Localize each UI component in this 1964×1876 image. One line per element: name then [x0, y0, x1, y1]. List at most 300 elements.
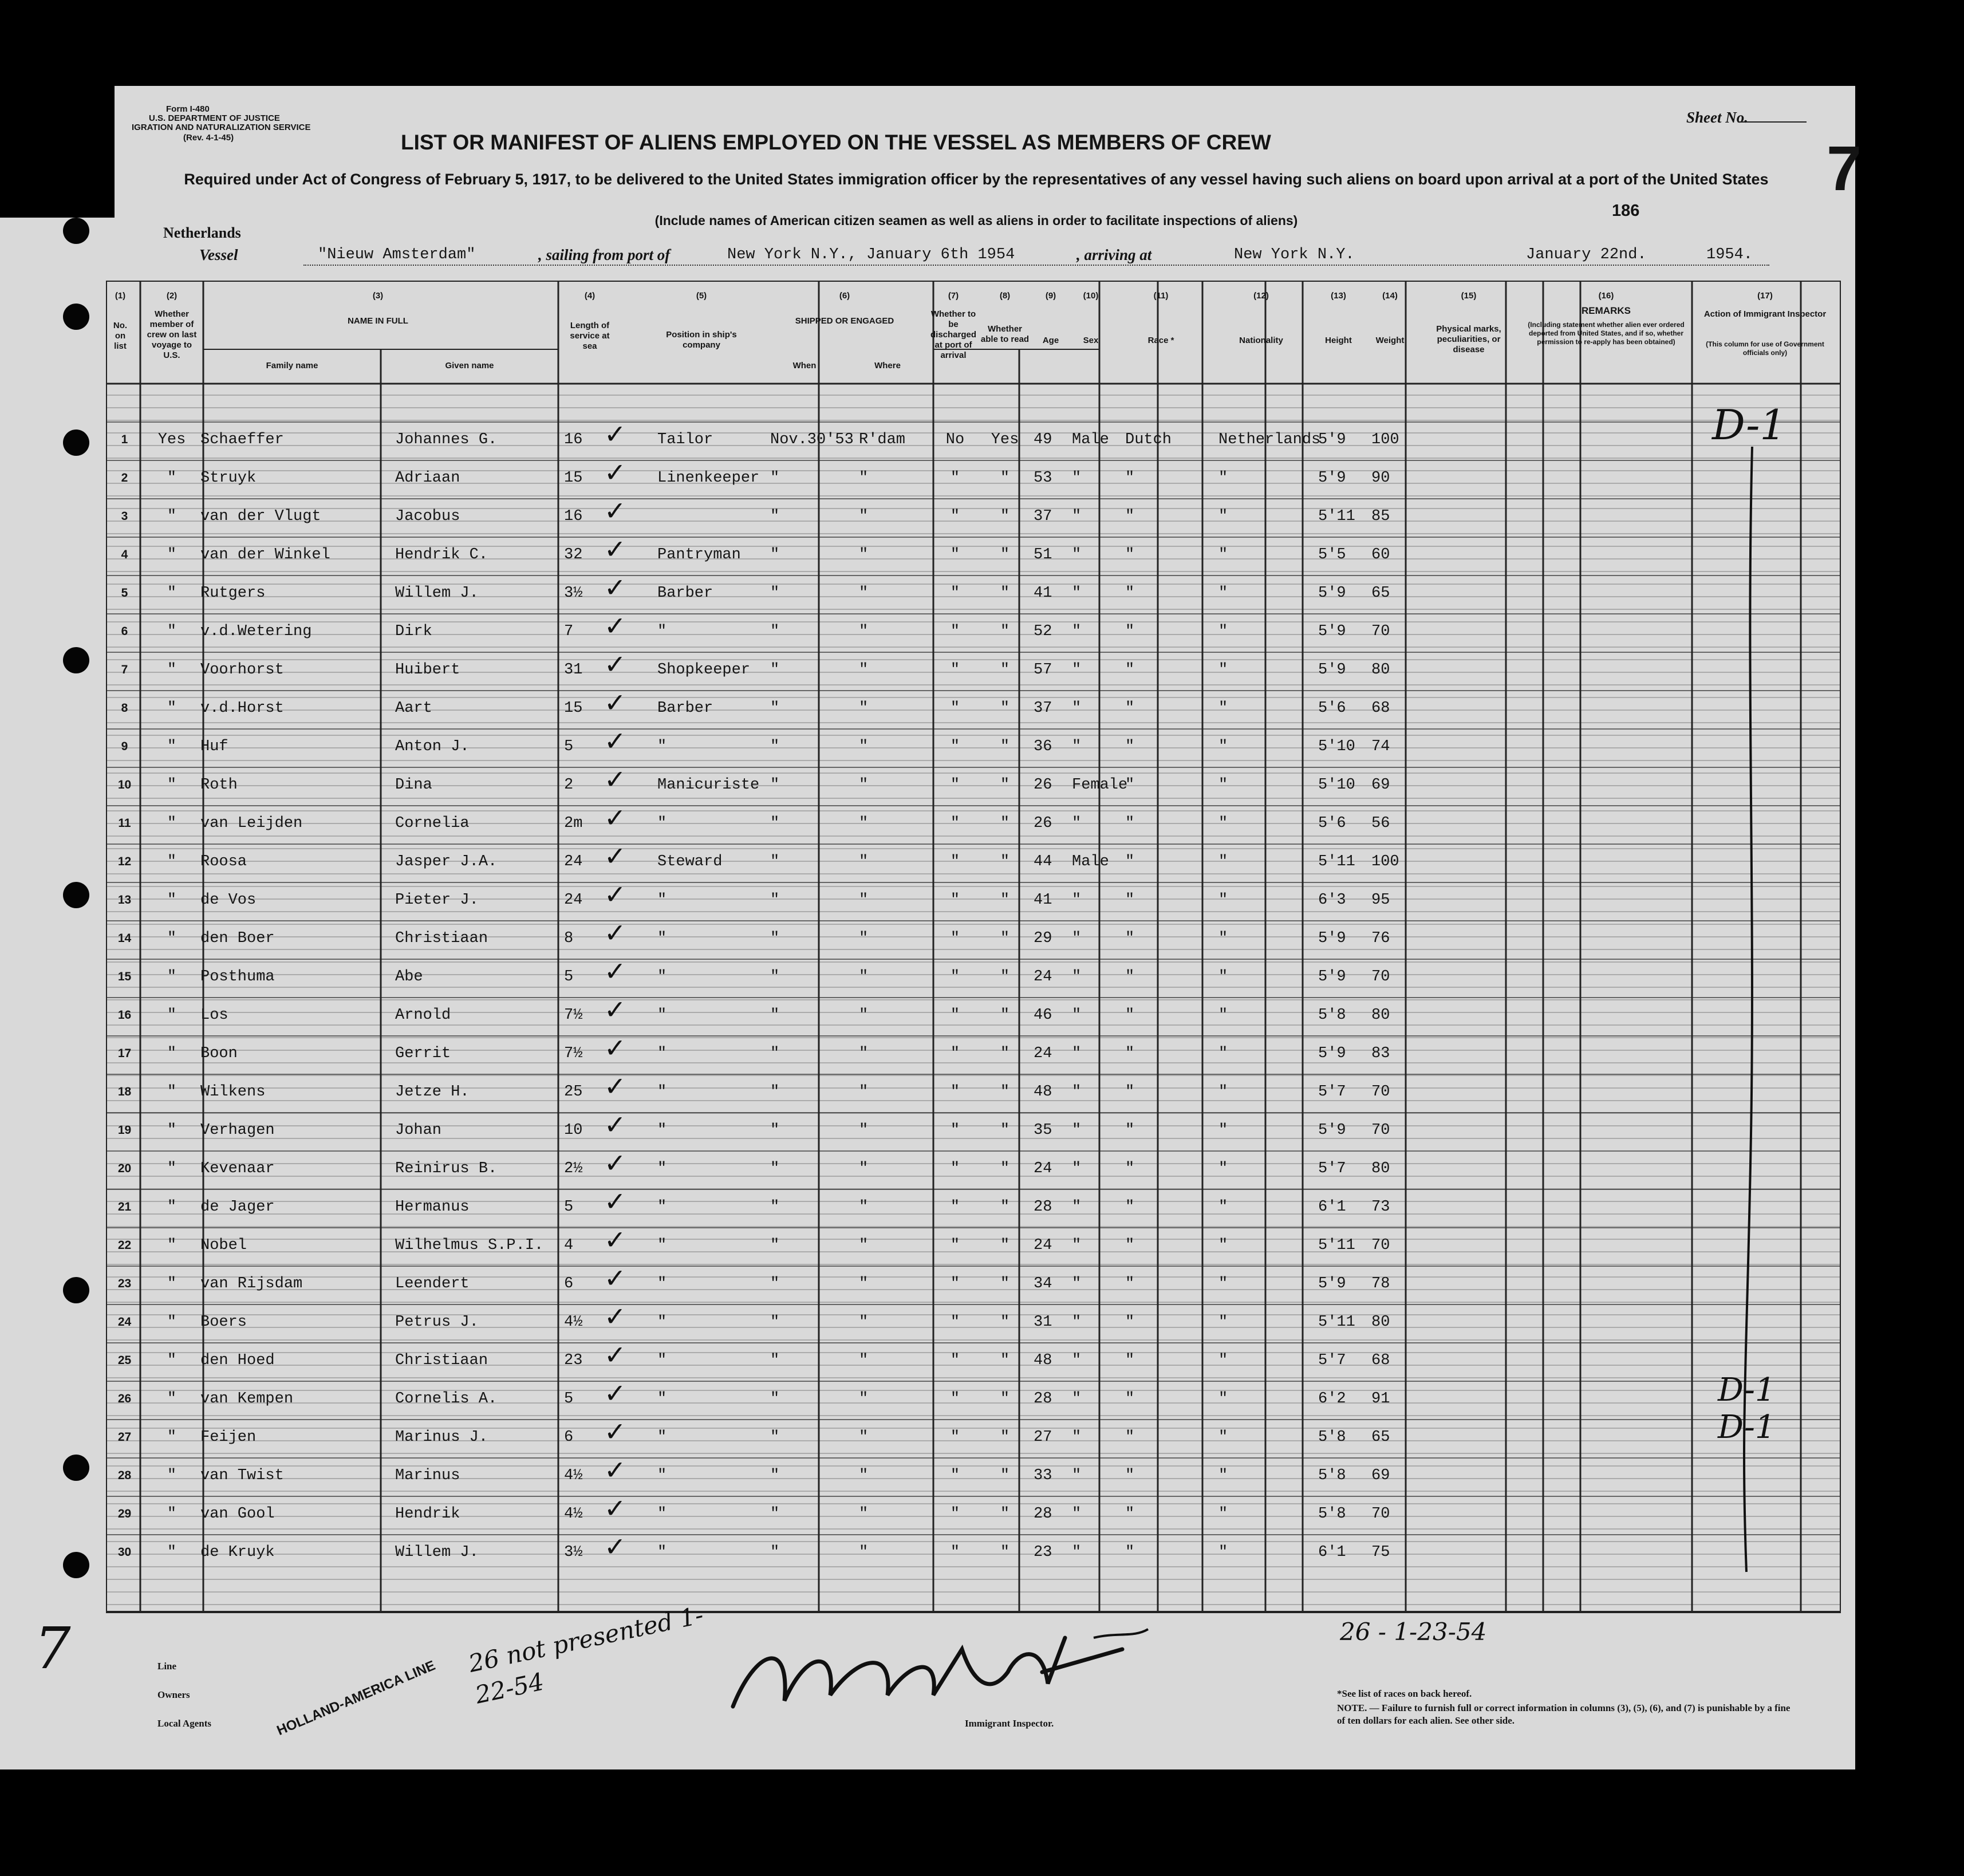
cell-position: Tailor	[657, 431, 713, 448]
cell-race: "	[1125, 1314, 1135, 1331]
col1-num: (1)	[115, 291, 126, 301]
col-race-header: Race *	[1147, 336, 1174, 345]
cell-weight: 100	[1371, 853, 1399, 870]
inspector-mark-third: D-1	[1718, 1409, 1776, 1446]
cell-crew: "	[167, 968, 177, 986]
cell-no: 4	[121, 548, 128, 561]
cell-sex: "	[1072, 930, 1082, 947]
cell-where: "	[859, 623, 869, 640]
cell-height: 5'10	[1318, 738, 1355, 755]
cell-no: 30	[117, 1546, 132, 1559]
cell-family: van Kempen	[200, 1390, 294, 1408]
cell-sex: "	[1072, 815, 1082, 832]
stamp-number: 186	[1612, 202, 1640, 220]
cell-race: "	[1125, 623, 1135, 640]
cell-height: 5'11	[1318, 1314, 1355, 1331]
cell-service: 7	[564, 623, 574, 640]
fine-note: NOTE. — Failure to furnish full or correct information in columns (3), (5), (6), and (7) is punishable by a fine of ten dollars for each alien. See other side.	[1337, 1702, 1791, 1726]
service-check-icon: ✓	[604, 495, 626, 526]
form-number: Form I-480	[166, 104, 210, 114]
cell-family: Posthuma	[200, 968, 275, 986]
cell-given: Cornelis A.	[395, 1390, 498, 1408]
cell-race: "	[1125, 1467, 1135, 1484]
cell-where: "	[859, 930, 869, 947]
cell-nationality: "	[1218, 508, 1228, 525]
cell-when: "	[770, 1045, 780, 1062]
cell-position: "	[657, 815, 667, 832]
cell-family: van Twist	[200, 1467, 284, 1484]
service-check-icon: ✓	[604, 419, 626, 450]
cell-nationality: "	[1218, 930, 1228, 947]
cell-given: Aart	[395, 700, 432, 717]
cell-where: "	[859, 1275, 869, 1292]
cell-position: Steward	[657, 853, 723, 870]
cell-where: "	[859, 470, 869, 487]
cell-service: 4½	[564, 1467, 583, 1484]
cell-race: "	[1125, 1505, 1135, 1523]
arriving-port: New York N.Y.	[1234, 246, 1355, 263]
cell-position: "	[657, 1045, 667, 1062]
service-check-icon: ✓	[604, 1493, 626, 1524]
cell-age: 51	[1034, 546, 1052, 563]
cell-race: "	[1125, 700, 1135, 717]
cell-no: 9	[121, 740, 128, 753]
sheet-label: Sheet No.	[1686, 109, 1748, 126]
cell-service: 6	[564, 1275, 574, 1292]
cell-position: "	[657, 738, 667, 755]
cell-crew: "	[167, 892, 177, 909]
cell-crew: "	[167, 930, 177, 947]
service-check-icon: ✓	[604, 572, 626, 603]
cell-discharged: "	[950, 1505, 960, 1523]
cell-family: den Boer	[200, 930, 275, 947]
cell-weight: 68	[1371, 1352, 1390, 1369]
cell-weight: 70	[1371, 1505, 1390, 1523]
cell-position: Manicuriste	[657, 777, 760, 794]
cell-age: 23	[1034, 1544, 1052, 1561]
service-check-icon: ✓	[604, 956, 626, 987]
cell-given: Willem J.	[395, 585, 479, 602]
service-check-icon: ✓	[604, 1455, 626, 1485]
cell-given: Anton J.	[395, 738, 470, 755]
cell-family: Boon	[200, 1045, 238, 1062]
cell-where: "	[859, 1314, 869, 1331]
cell-where: "	[859, 1544, 869, 1561]
cell-read: "	[1000, 508, 1010, 525]
cell-weight: 60	[1371, 546, 1390, 563]
cell-age: 48	[1034, 1083, 1052, 1101]
cell-race: "	[1125, 892, 1135, 909]
cell-race: "	[1125, 546, 1135, 563]
cell-race: "	[1125, 661, 1135, 679]
cell-weight: 76	[1371, 930, 1390, 947]
cell-where: "	[859, 1199, 869, 1216]
cell-given: Gerrit	[395, 1045, 451, 1062]
cell-nationality: "	[1218, 853, 1228, 870]
cell-no: 17	[117, 1047, 132, 1060]
cell-age: 37	[1034, 508, 1052, 525]
cell-position: "	[657, 1352, 667, 1369]
cell-family: van Leijden	[200, 815, 303, 832]
cell-age: 28	[1034, 1199, 1052, 1216]
cell-age: 48	[1034, 1352, 1052, 1369]
binder-hole	[63, 1552, 89, 1578]
cell-race: Dutch	[1125, 431, 1172, 448]
cell-nationality: "	[1218, 815, 1228, 832]
cell-where: "	[859, 1007, 869, 1024]
cell-crew: "	[167, 1467, 177, 1484]
col-age-header: Age	[1042, 336, 1059, 345]
binder-hole	[63, 218, 89, 244]
col6-num: (6)	[839, 291, 850, 301]
cell-read: "	[1000, 1390, 1010, 1408]
cell-read: "	[1000, 1429, 1010, 1446]
cell-sex: "	[1072, 1160, 1082, 1177]
arriving-label: , arriving at	[1076, 246, 1152, 263]
cell-position: "	[657, 930, 667, 947]
cell-no: 21	[117, 1200, 132, 1213]
cell-race: "	[1125, 1083, 1135, 1101]
col11-num: (11)	[1153, 291, 1169, 301]
cell-when: Nov.30'53	[770, 431, 854, 448]
col-read-header: Whether able to read	[980, 324, 1030, 344]
cell-nationality: "	[1218, 1199, 1228, 1216]
cell-age: 41	[1034, 892, 1052, 909]
cell-discharged: "	[950, 623, 960, 640]
cell-sex: "	[1072, 892, 1082, 909]
col9-num: (9)	[1045, 291, 1056, 301]
cell-given: Hermanus	[395, 1199, 470, 1216]
cell-no: 14	[117, 932, 132, 945]
cell-when: "	[770, 585, 780, 602]
cell-given: Cornelia	[395, 815, 470, 832]
cell-nationality: "	[1218, 1505, 1228, 1523]
col-crew-last-voyage-header: Whether member of crew on last voyage to U.S.	[147, 309, 197, 360]
cell-sex: "	[1072, 661, 1082, 679]
cell-no: 19	[117, 1124, 132, 1137]
col-list-number-header: No. on list	[113, 321, 128, 351]
cell-crew: "	[167, 508, 177, 525]
cell-height: 5'9	[1318, 1122, 1346, 1139]
col5-num: (5)	[696, 291, 707, 301]
service-check-icon: ✓	[604, 1416, 626, 1447]
col-name-header: NAME IN FULL	[348, 316, 408, 326]
cell-race: "	[1125, 1122, 1135, 1139]
cell-sex: "	[1072, 1544, 1082, 1561]
cell-crew: "	[167, 1237, 177, 1254]
cell-when: "	[770, 1083, 780, 1101]
service-check-icon: ✓	[604, 764, 626, 795]
cell-weight: 69	[1371, 1467, 1390, 1484]
cell-family: Los	[200, 1007, 228, 1024]
cell-service: 25	[564, 1083, 583, 1101]
cell-where: "	[859, 777, 869, 794]
page-title: LIST OR MANIFEST OF ALIENS EMPLOYED ON THE VESSEL AS MEMBERS OF CREW	[401, 131, 1271, 154]
service-check-icon: ✓	[604, 1071, 626, 1102]
cell-when: "	[770, 1237, 780, 1254]
cell-given: Willem J.	[395, 1544, 479, 1561]
cell-when: "	[770, 1314, 780, 1331]
cell-where: "	[859, 1505, 869, 1523]
cell-crew: "	[167, 738, 177, 755]
cell-read: "	[1000, 1122, 1010, 1139]
service-check-icon: ✓	[604, 1032, 626, 1063]
cell-sex: "	[1072, 623, 1082, 640]
cell-sex: "	[1072, 1505, 1082, 1523]
cell-crew: "	[167, 777, 177, 794]
cell-weight: 75	[1371, 1544, 1390, 1561]
cell-read: "	[1000, 853, 1010, 870]
cell-family: Roth	[200, 777, 238, 794]
col13-num: (13)	[1331, 291, 1346, 301]
vessel-underline	[303, 265, 1769, 266]
cell-discharged: "	[950, 738, 960, 755]
cell-age: 27	[1034, 1429, 1052, 1446]
col7-num: (7)	[948, 291, 959, 301]
cell-height: 5'9	[1318, 661, 1346, 679]
cell-nationality: "	[1218, 1160, 1228, 1177]
cell-race: "	[1125, 1390, 1135, 1408]
cell-weight: 69	[1371, 777, 1390, 794]
cell-height: 5'9	[1318, 623, 1346, 640]
cell-sex: "	[1072, 738, 1082, 755]
cell-age: 44	[1034, 853, 1052, 870]
col-where-header: Where	[874, 361, 901, 371]
col4-num: (4)	[584, 291, 595, 301]
cell-weight: 80	[1371, 1314, 1390, 1331]
cell-given: Jacobus	[395, 508, 460, 525]
cell-where: "	[859, 968, 869, 986]
cell-height: 5'11	[1318, 508, 1355, 525]
cell-no: 18	[117, 1085, 132, 1098]
cell-weight: 78	[1371, 1275, 1390, 1292]
cell-sex: "	[1072, 1045, 1082, 1062]
cell-crew: "	[167, 1007, 177, 1024]
col-remarks-note: (Including statement whether alien ever ordered deported from United States, and if so, whether permission to re-apply has been obtained)	[1528, 321, 1685, 346]
cell-height: 5'9	[1318, 585, 1346, 602]
cell-service: 4½	[564, 1505, 583, 1523]
service-check-icon: ✓	[604, 1339, 626, 1370]
cell-read: "	[1000, 892, 1010, 909]
col-service-length-header: Length of service at sea	[570, 321, 610, 351]
cell-age: 31	[1034, 1314, 1052, 1331]
col-sex-header: Sex	[1083, 336, 1099, 345]
cell-when: "	[770, 1199, 780, 1216]
cell-age: 24	[1034, 1045, 1052, 1062]
cell-no: 23	[117, 1277, 132, 1290]
cell-family: Feijen	[200, 1429, 257, 1446]
cell-crew: "	[167, 1160, 177, 1177]
cell-sex: "	[1072, 1390, 1082, 1408]
cell-given: Johannes G.	[395, 431, 498, 448]
cell-read: "	[1000, 1083, 1010, 1101]
cell-nationality: "	[1218, 1429, 1228, 1446]
cell-nationality: "	[1218, 661, 1228, 679]
cell-service: 3½	[564, 585, 583, 602]
cell-race: "	[1125, 1199, 1135, 1216]
cell-nationality: Netherlands	[1218, 431, 1321, 448]
cell-service: 16	[564, 508, 583, 525]
cell-crew: "	[167, 700, 177, 717]
cell-family: de Kruyk	[200, 1544, 275, 1561]
service-check-icon: ✓	[604, 726, 626, 756]
inspector-signature	[721, 1615, 1157, 1729]
cell-height: 5'7	[1318, 1352, 1346, 1369]
cell-race: "	[1125, 1544, 1135, 1561]
cell-height: 5'6	[1318, 815, 1346, 832]
cell-when: "	[770, 1007, 780, 1024]
cell-family: den Hoed	[200, 1352, 275, 1369]
cell-no: 29	[117, 1507, 132, 1520]
cell-height: 5'11	[1318, 1237, 1355, 1254]
cell-discharged: "	[950, 777, 960, 794]
cell-when: "	[770, 508, 780, 525]
cell-service: 10	[564, 1122, 583, 1139]
cell-family: v.d.Wetering	[200, 623, 312, 640]
cell-race: "	[1125, 470, 1135, 487]
cell-given: Huibert	[395, 661, 460, 679]
cell-family: Nobel	[200, 1237, 247, 1254]
cell-read: "	[1000, 930, 1010, 947]
service-check-icon: ✓	[604, 994, 626, 1025]
cell-age: 33	[1034, 1467, 1052, 1484]
cell-when: "	[770, 892, 780, 909]
cell-no: 8	[121, 701, 128, 715]
cell-given: Arnold	[395, 1007, 451, 1024]
cell-crew: "	[167, 1122, 177, 1139]
cell-read: "	[1000, 585, 1010, 602]
cell-crew: "	[167, 815, 177, 832]
cell-nationality: "	[1218, 738, 1228, 755]
cell-discharged: "	[950, 470, 960, 487]
cell-where: "	[859, 815, 869, 832]
cell-discharged: "	[950, 1045, 960, 1062]
sheet-number: 7	[1827, 133, 1862, 204]
col-family-name-header: Family name	[266, 361, 318, 371]
cell-race: "	[1125, 853, 1135, 870]
cell-service: 32	[564, 546, 583, 563]
cell-where: R'dam	[859, 431, 906, 448]
cell-when: "	[770, 853, 780, 870]
cell-where: "	[859, 1160, 869, 1177]
cell-weight: 90	[1371, 470, 1390, 487]
cell-given: Hendrik	[395, 1505, 460, 1523]
footer-sheet-mark: 7	[34, 1615, 71, 1682]
cell-read: "	[1000, 546, 1010, 563]
service-check-icon: ✓	[604, 917, 626, 948]
cell-position: "	[657, 1122, 667, 1139]
col10-num: (10)	[1083, 291, 1099, 301]
binder-hole	[63, 882, 89, 908]
cell-race: "	[1125, 508, 1135, 525]
cell-when: "	[770, 777, 780, 794]
cell-when: "	[770, 1544, 780, 1561]
cell-discharged: "	[950, 930, 960, 947]
cell-discharged: "	[950, 1083, 960, 1101]
cell-position: Barber	[657, 585, 713, 602]
col-inspector-action-header: Action of Immigrant Inspector	[1703, 309, 1827, 319]
cell-discharged: "	[950, 1007, 960, 1024]
cell-where: "	[859, 853, 869, 870]
cell-read: "	[1000, 968, 1010, 986]
cell-family: van Gool	[200, 1505, 275, 1523]
cell-crew: "	[167, 1505, 177, 1523]
cell-age: 57	[1034, 661, 1052, 679]
col8-num: (8)	[999, 291, 1011, 301]
cell-no: 24	[117, 1315, 132, 1329]
cell-position: Barber	[657, 700, 713, 717]
service-name: IGRATION AND NATURALIZATION SERVICE	[132, 123, 311, 132]
service-check-icon: ✓	[604, 649, 626, 680]
cell-where: "	[859, 546, 869, 563]
cell-given: Reinirus B.	[395, 1160, 498, 1177]
cell-position: "	[657, 968, 667, 986]
cell-sex: "	[1072, 1237, 1082, 1254]
col-height-header: Height	[1325, 336, 1352, 345]
cell-family: van der Vlugt	[200, 508, 321, 525]
cell-crew: Yes	[157, 431, 186, 448]
cell-discharged: "	[950, 1429, 960, 1446]
cell-service: 16	[564, 431, 583, 448]
cell-position: "	[657, 1467, 667, 1484]
cell-crew: "	[167, 1199, 177, 1216]
cell-age: 24	[1034, 1237, 1052, 1254]
service-check-icon: ✓	[604, 687, 626, 718]
service-check-icon: ✓	[604, 1378, 626, 1409]
col3-num: (3)	[372, 291, 384, 301]
service-check-icon: ✓	[604, 457, 626, 488]
cell-given: Pieter J.	[395, 892, 479, 909]
cell-nationality: "	[1218, 585, 1228, 602]
cell-age: 53	[1034, 470, 1052, 487]
cell-weight: 74	[1371, 738, 1390, 755]
cell-position: "	[657, 1237, 667, 1254]
cell-crew: "	[167, 1314, 177, 1331]
cell-no: 28	[117, 1469, 132, 1482]
col-weight-header: Weight	[1375, 336, 1405, 345]
cell-service: 3½	[564, 1544, 583, 1561]
cell-no: 25	[117, 1354, 132, 1367]
cell-race: "	[1125, 777, 1135, 794]
cell-sex: "	[1072, 470, 1082, 487]
cell-family: v.d.Horst	[200, 700, 284, 717]
cell-service: 5	[564, 1390, 574, 1408]
cell-discharged: "	[950, 1314, 960, 1331]
cell-nationality: "	[1218, 777, 1228, 794]
cell-weight: 83	[1371, 1045, 1390, 1062]
service-check-icon: ✓	[604, 1148, 626, 1179]
cell-nationality: "	[1218, 1007, 1228, 1024]
service-check-icon: ✓	[604, 1531, 626, 1562]
cell-discharged: "	[950, 1199, 960, 1216]
cell-position: "	[657, 1275, 667, 1292]
cell-crew: "	[167, 661, 177, 679]
cell-sex: Female	[1072, 777, 1128, 794]
cell-read: "	[1000, 1352, 1010, 1369]
cell-age: 29	[1034, 930, 1052, 947]
vessel-flag: Netherlands	[163, 224, 241, 241]
cell-weight: 95	[1371, 892, 1390, 909]
cell-service: 15	[564, 700, 583, 717]
cell-given: Abe	[395, 968, 423, 986]
cell-nationality: "	[1218, 968, 1228, 986]
cell-given: Wilhelmus S.P.I.	[395, 1237, 544, 1254]
cell-age: 37	[1034, 700, 1052, 717]
cell-height: 5'10	[1318, 777, 1355, 794]
vessel-name: "Nieuw Amsterdam"	[318, 246, 476, 263]
cell-given: Hendrik C.	[395, 546, 488, 563]
cell-when: "	[770, 1352, 780, 1369]
